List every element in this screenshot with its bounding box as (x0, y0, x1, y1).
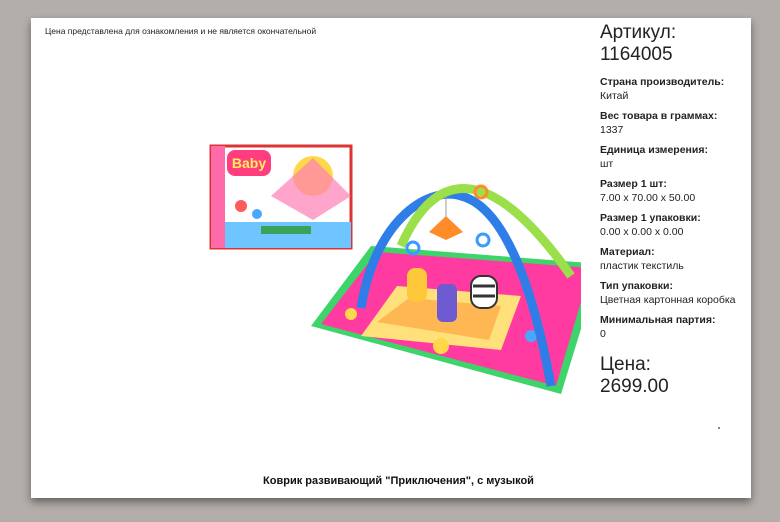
field-label-packaging: Тип упаковки: (600, 280, 673, 292)
field-value-item-size: 7.00 x 70.00 x 50.00 (600, 192, 696, 204)
field-label-material: Материал: (600, 246, 655, 258)
field-label-weight: Вес товара в граммах: (600, 110, 718, 122)
field-label-country: Страна производитель: (600, 76, 725, 88)
price-value: 2699.00 (600, 376, 669, 397)
field-value-min-batch: 0 (600, 328, 606, 340)
price-disclaimer: Цена представлена для ознакомления и не является окончательной (45, 26, 317, 36)
product-info (600, 22, 760, 398)
field-label-unit: Единица измерения: (600, 144, 708, 156)
field-value-material: пластик текстиль (600, 260, 684, 272)
field-value-package-size: 0.00 x 0.00 x 0.00 (600, 226, 684, 238)
sku-value: 1164005 (600, 44, 673, 65)
product-box (211, 146, 351, 248)
field-label-item-size: Размер 1 шт: (600, 178, 667, 190)
product-photo (201, 136, 581, 406)
price-label: Цена: (600, 354, 651, 375)
price-block (600, 354, 760, 398)
box-logo: Baby (231, 155, 267, 171)
field-value-unit: шт (600, 158, 614, 170)
stray-dot (718, 427, 720, 429)
field-value-packaging: Цветная картонная коробка (600, 294, 736, 306)
field-value-weight: 1337 (600, 124, 624, 136)
field-label-package-size: Размер 1 упаковки: (600, 212, 701, 224)
field-value-country: Китай (600, 90, 629, 102)
field-label-min-batch: Минимальная партия: (600, 314, 716, 326)
product-card (31, 18, 751, 498)
sku-label: Артикул: (600, 22, 677, 43)
product-caption: Коврик развивающий "Приключения", с музыкой (263, 475, 534, 487)
